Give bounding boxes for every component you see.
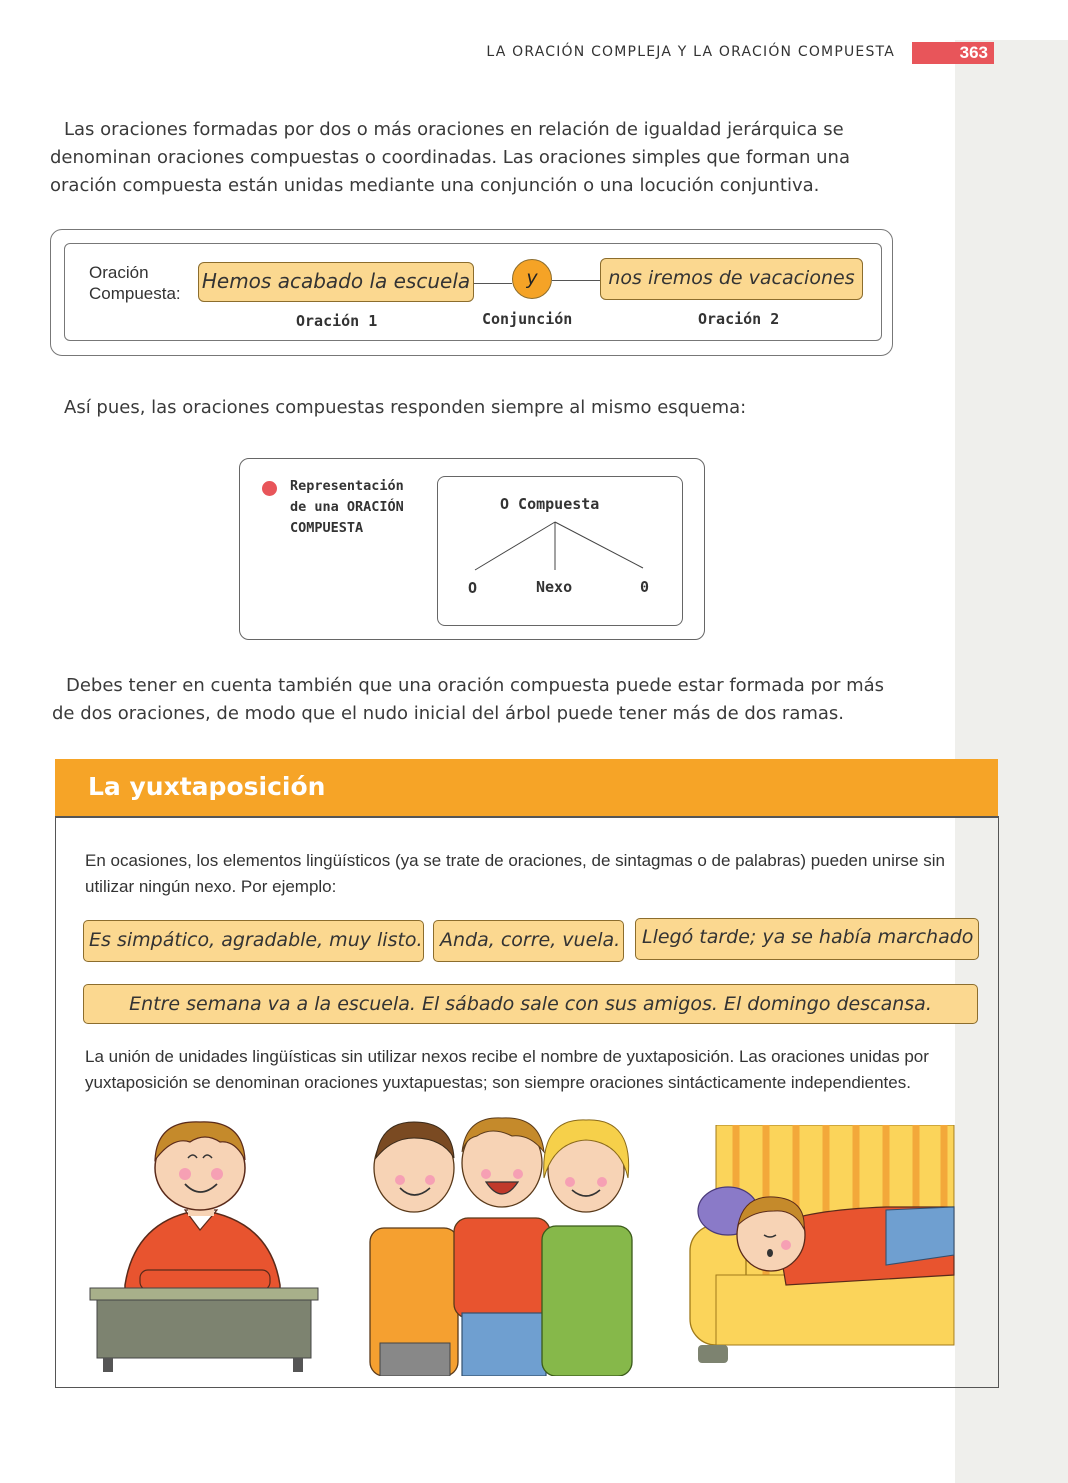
example-label-line1: Oración: [89, 263, 149, 282]
clause-1-pill: Hemos acabado la escuela: [198, 262, 474, 302]
schema-intro: Así pues, las oraciones compuestas responden siempre al mismo esquema:: [64, 397, 747, 418]
example-label: [89, 262, 189, 304]
page-number: 363: [912, 42, 994, 64]
conjunction-circle: y: [512, 259, 552, 299]
schema-title: [290, 476, 430, 539]
tree-root: O Compuesta: [500, 495, 600, 513]
boy-sleeping-sofa-illustration: [686, 1125, 956, 1370]
red-bullet-icon: [262, 481, 277, 496]
example-pill-1: Es simpático, agradable, muy listo.: [83, 920, 424, 962]
tree-left-node: O: [468, 579, 478, 597]
example-pill-4: Entre semana va a la escuela. El sábado sale con sus amigos. El domingo descansa.: [83, 984, 978, 1024]
tree-branches: [437, 476, 683, 626]
example-pill-2: Anda, corre, vuela.: [433, 920, 624, 962]
running-head: LA ORACIÓN COMPLEJA Y LA ORACIÓN COMPUESTA: [486, 44, 895, 60]
example-pill-3: Llegó tarde; ya se había marchado: [635, 918, 979, 960]
schema-title-line2: de una ORACIÓN: [290, 499, 404, 515]
intro-text: Las oraciones formadas por dos o más oraciones en relación de igualdad jerárquica se denominan oraciones compuestas o coordinadas. Las oraciones simples que forman una oración compuesta están unidas mediante una conjunción o una locución conjuntiva.: [50, 119, 850, 196]
clause-2-pill: nos iremos de vacaciones: [600, 258, 863, 300]
tree-right-node: 0: [640, 578, 650, 596]
note-text: Debes tener en cuenta también que una oración compuesta puede estar formada por más de dos oraciones, de modo que el nudo inicial del árbol puede tener más de dos ramas.: [52, 675, 885, 724]
intro-paragraph: [50, 116, 890, 200]
connector-line-left: [474, 283, 512, 284]
tag-oracion-1: Oración 1: [296, 312, 378, 330]
connector-line-right: [552, 280, 600, 281]
three-friends-illustration: [362, 1108, 642, 1376]
schema-title-line3: COMPUESTA: [290, 520, 364, 536]
yuxtaposicion-text-1: En ocasiones, los elementos lingüísticos (ya se trate de oraciones, de sintagmas o de palabras) pueden unirse sin utilizar ningún nexo. Por ejemplo:: [85, 851, 945, 896]
boy-at-desk-illustration: [85, 1110, 325, 1380]
note-paragraph: [52, 672, 912, 728]
example-label-line2: Compuesta:: [89, 284, 181, 303]
yuxtaposicion-text-2: La unión de unidades lingüísticas sin utilizar nexos recibe el nombre de yuxtaposición. Las oraciones unidas por yuxtaposición se denominan oraciones yuxtapuestas; son siempre oraciones sintácticamente independientes.: [85, 1047, 929, 1092]
section-title: La yuxtaposición: [88, 772, 326, 801]
tag-conjuncion: Conjunción: [482, 310, 573, 328]
schema-title-line1: Representación: [290, 478, 404, 494]
tree-middle-node: Nexo: [536, 578, 573, 596]
tag-oracion-2: Oración 2: [698, 310, 780, 328]
